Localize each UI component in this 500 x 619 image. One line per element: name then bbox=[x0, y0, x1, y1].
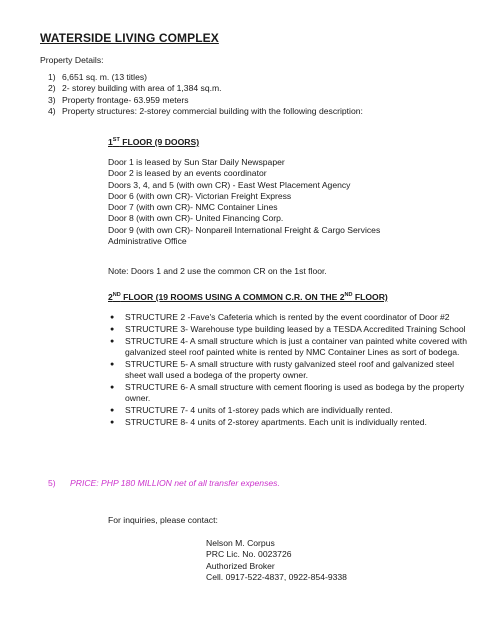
second-floor-structures-list bbox=[108, 312, 468, 429]
detail-item bbox=[48, 72, 363, 83]
door-item: Door 8 (with own CR)- United Financing Corp. bbox=[108, 213, 284, 224]
detail-number: 1) bbox=[48, 72, 56, 82]
bullet-icon: ● bbox=[110, 360, 115, 368]
first-floor-note: Note: Doors 1 and 2 use the common CR on the 1st floor. bbox=[108, 266, 327, 276]
inquiry-text: For inquiries, please contact: bbox=[108, 515, 218, 525]
price-line bbox=[48, 478, 280, 489]
bullet-icon: ● bbox=[110, 419, 115, 427]
bullet-icon: ● bbox=[110, 407, 115, 415]
door-item: Doors 3, 4, and 5 (with own CR) - East West Placement Agency bbox=[108, 179, 351, 190]
detail-text: Property frontage- 63.959 meters bbox=[62, 94, 189, 105]
bullet-icon: ● bbox=[110, 314, 115, 321]
bullet-icon: ● bbox=[110, 384, 115, 392]
bullet-icon: ● bbox=[110, 325, 115, 333]
structure-item: ● STRUCTURE 7- 4 units of 1-storey pads which are individually rented. bbox=[110, 405, 393, 416]
door-item: Door 7 (with own CR)- NMC Container Lines bbox=[108, 202, 278, 213]
door-item: Door 1 is leased by Sun Star Daily Newspaper bbox=[108, 157, 285, 167]
contact-license: PRC Lic. No. 0023726 bbox=[206, 549, 292, 560]
detail-number: 3) bbox=[48, 94, 56, 105]
structure-item: ● STRUCTURE 8- 4 units of 2-storey apartments. Each unit is individually rented. bbox=[110, 417, 427, 428]
contact-block bbox=[206, 538, 347, 583]
structure-item: ● STRUCTURE 6- A small structure with cement flooring is used as bodega by the property owner. bbox=[110, 382, 465, 404]
detail-item bbox=[48, 95, 363, 106]
document-title: WATERSIDE LIVING COMPLEX bbox=[40, 31, 219, 45]
detail-number: 2) bbox=[48, 83, 56, 94]
second-floor-heading: 2ND FLOOR (19 ROOMS USING A COMMON C.R. ON THE 2ND FLOOR) bbox=[108, 292, 388, 302]
detail-item bbox=[48, 83, 363, 94]
first-floor-doors-list bbox=[108, 157, 380, 247]
contact-role: Authorized Broker bbox=[206, 560, 275, 571]
property-details-heading: Property Details: bbox=[40, 55, 104, 65]
price-number: 5) bbox=[48, 478, 56, 488]
contact-name: Nelson M. Corpus bbox=[206, 538, 275, 548]
contact-phone: Cell. 0917-522-4837, 0922-854-9338 bbox=[206, 571, 347, 582]
detail-text: 6,651 sq. m. (13 titles) bbox=[62, 72, 148, 82]
first-floor-heading: 1ST FLOOR (9 DOORS) bbox=[108, 137, 200, 147]
detail-number: 4) bbox=[48, 105, 56, 116]
bullet-icon: ● bbox=[110, 337, 115, 345]
structure-item: ● STRUCTURE 4- A small structure which is just a container van painted white covered with galvanized steel roof painted white is rented by NMC Container Lines as sort of bodega. bbox=[110, 335, 467, 358]
detail-text: Property structures: 2-storey commercial building with the following description: bbox=[62, 105, 363, 116]
structure-item: ● STRUCTURE 3- Warehouse type building leased by a TESDA Accredited Training School bbox=[110, 323, 466, 334]
door-item: Door 6 (with own CR)- Victorian Freight Express bbox=[108, 190, 292, 201]
door-item: Door 2 is leased by an events coordinator bbox=[108, 168, 267, 179]
door-item: Administrative Office bbox=[108, 236, 187, 247]
property-details-list bbox=[48, 72, 363, 117]
detail-text: 2- storey building with area of 1,384 sq.m. bbox=[62, 83, 222, 94]
door-item: Door 9 (with own CR)- Nonpareil International Freight & Cargo Services bbox=[108, 224, 381, 235]
structure-item: ● STRUCTURE 2 -Fave's Cafeteria which is rented by the event coordinator of Door #2 bbox=[110, 312, 450, 322]
structure-item: ● STRUCTURE 5- A small structure with rusty galvanized steel roof and galvanized steel sheet wall used a bodega of the property owner. bbox=[110, 358, 455, 381]
detail-item bbox=[48, 106, 363, 117]
price-text: PRICE: PHP 180 MILLION net of all transfer expenses. bbox=[70, 478, 280, 488]
